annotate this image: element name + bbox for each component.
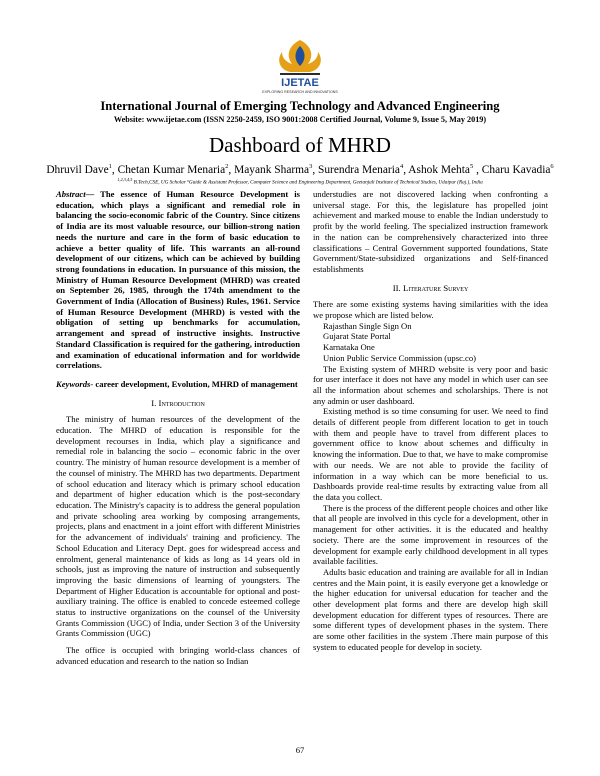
affiliation-text: B.Tech,CSE, UG Scholar ⁶Guide & Assistant Professor, Computer Science and Engineering Department, Geetanjali Institute of Technical Studies, Udaipur (Raj.), India [133,179,483,186]
intro-paragraph-2: The office is occupied with bringing world-class chances of advanced education and research to the nation so Indian [56,645,300,666]
author-sup: 1 [108,163,112,170]
logo-tagline: EXPLORING RESEARCH AND INNOVATIONS [262,90,338,94]
list-item: Karnataka One [323,342,375,353]
existing-systems-list [313,321,548,364]
author-separator: , [111,163,118,176]
right-column [313,189,548,653]
intro-continued-paragraph: understudies are not discovered lacking when confronting a universal stage. For this, the legislature has propelled joint achievement and marked mouse to enable the Indian understudy to profit by the world feeling. The specialized instruction framework in the nation can be comprehensively characterized into three classifications – Central Government supported foundations, State Government/State-subsidized organizations and Self-financed establishments [313,189,548,274]
affiliation-sup: 1,2,3,4,5 [117,177,133,182]
intro-paragraph-1: The ministry of human resources of the development of the education. The MHRD of education is responsible for the development recourses in India, which play a significance and remedial role in balancing the socio – economic fabric in the over country. The ministry of human resource development is a member of the counsel of ministry. The MHRD has two departments. Department of school education and literacy which is primary school education and department of higher education which is the post-secondary education. The Ministry's capacity is to address the general population and private schooling area working by composing arrangements, projects, plans and enactment in a joint effort with different Ministries for the advancement of individuals' training and proficiency. The School Education and Literacy Dept. goes for widespread access and enrolment, general maintenance of kids as long as 14 years old in schools, just as improving the nature of instruction and subsequently improving the basic dimensions of learning of youngsters. The Department of Higher Education is accountable for optional and post-auxiliary training. The office is enabled to concede esteemed college status to instructive organizations on the counsel of the University Grants Commission (UGC) of India, under Section 3 of the University Grants Commission (UGC) [56,414,300,639]
author-name: Chetan Kumar Menaria [117,163,226,176]
author-sup: 3 [309,163,313,170]
author-name: Mayank Sharma [234,163,310,176]
journal-info: Website: www.ijetae.com (ISSN 2250-2459, ISO 9001:2008 Certified Journal, Volume 9, Issue 5, May 2019) [113,115,487,124]
journal-title: International Journal of Emerging Technology and Advanced Engineering [100,99,500,113]
author-sup: 5 [469,163,474,170]
abstract [56,189,300,371]
author-separator: , [403,163,409,176]
author-separator: , [312,163,319,176]
author-sup: 4 [399,163,404,170]
section-heading-literature-survey: II. Literature Survey [392,282,469,293]
author-name: Ashok Mehta [408,163,470,176]
page-number: 67 [295,745,305,755]
list-item: Union Public Service Commission (upsc.co) [323,352,477,363]
keywords-text: career development, Evolution, MHRD of management [93,378,298,389]
survey-paragraph-2: The Existing system of MHRD website is very poor and basic for user interface it does not have any model in which user can see all the information about schemes and scholarships. There is not any admin or user dashboard. [313,363,548,406]
paper-title: Dashboard of MHRD [209,133,391,157]
logo-wordmark: IJETAE [281,77,319,89]
author-sup: 2 [225,163,229,170]
author-name: Surendra Menaria [318,163,400,176]
author-name: Charu Kavadia [481,163,551,176]
abstract-label: Abstract— [56,189,95,199]
author-name: Dhruvil Dave [46,163,109,176]
survey-paragraph-1: There are some existing systems having similarities with the idea we propose which are listed below. [313,299,548,321]
left-column [56,189,300,667]
author-sup: 6 [550,163,554,170]
keywords [56,379,300,390]
list-item: Rajasthan Single Sign On [323,320,412,331]
author-separator: , [228,163,235,176]
abstract-text: The essence of Human Resource Development is education, which plays a significant and remedial role in balancing the socio-economic fabric of the Country. Since citizens of India are its most valuable resource, our billion-strong nation needs the nurture and care in the form of basic education to achieve a better quality of life. This warrants an all-round development of our citizens, which can be achieved by building strong foundations in education. In pursuance of this mission, the Ministry of Human Resource Development (MHRD) was created on September 26, 1985, through the 174th amendment to the Government of India (Allocation of Business) Rules, 1961. Service of Human Resource Development (MHRD) is vested with the obligation of setting up benchmarks for accumulation, arrangement and spread of instructive insights. Instructive Standard Classification is required for the gathering, introduction and examination of educational information and for worldwide correlations. [56,189,300,371]
keywords-label: Keywords- [56,378,94,389]
author-affiliation [0,176,600,187]
author-separator: , [473,163,482,176]
survey-paragraph-5: Adults basic education and training are available for all in Indian centres and the Main point, it is easily everyone get a knowledge or the higher education for universal education for teacher and the other development plat forms and there are develop high skill development education for different types of resources. There are some different types of development phases in the system. There are some other facilities in the system .There main purpose of this system to educated people for develop in society. [313,566,548,652]
journal-logo [252,36,348,96]
ijetae-logo-icon [252,36,348,96]
survey-paragraph-3: Existing method is so time consuming for user. We need to find details of different people from different location to get in touch with them and people have to travel from different places to government office to know about schemes and difficulty in knowing the information. Due to that, we have to make compromise with our needs. We are not able to provide the facility of information in a way which can be more beneficial to us. Dashboards provide real-time results by extracting value from all the data you collect. [313,406,548,502]
author-list [0,160,600,177]
survey-paragraph-4: There is the process of the different people choices and other like that all people are involved in this cycle for a development, other in management for other activities. it is the educated and healthy society. There are the some improvement in resources of the development for example early childhood development in all types available facilities. [313,502,548,567]
section-heading-introduction: I. Introduction [151,397,205,408]
list-item: Gujarat State Portal [323,331,391,342]
